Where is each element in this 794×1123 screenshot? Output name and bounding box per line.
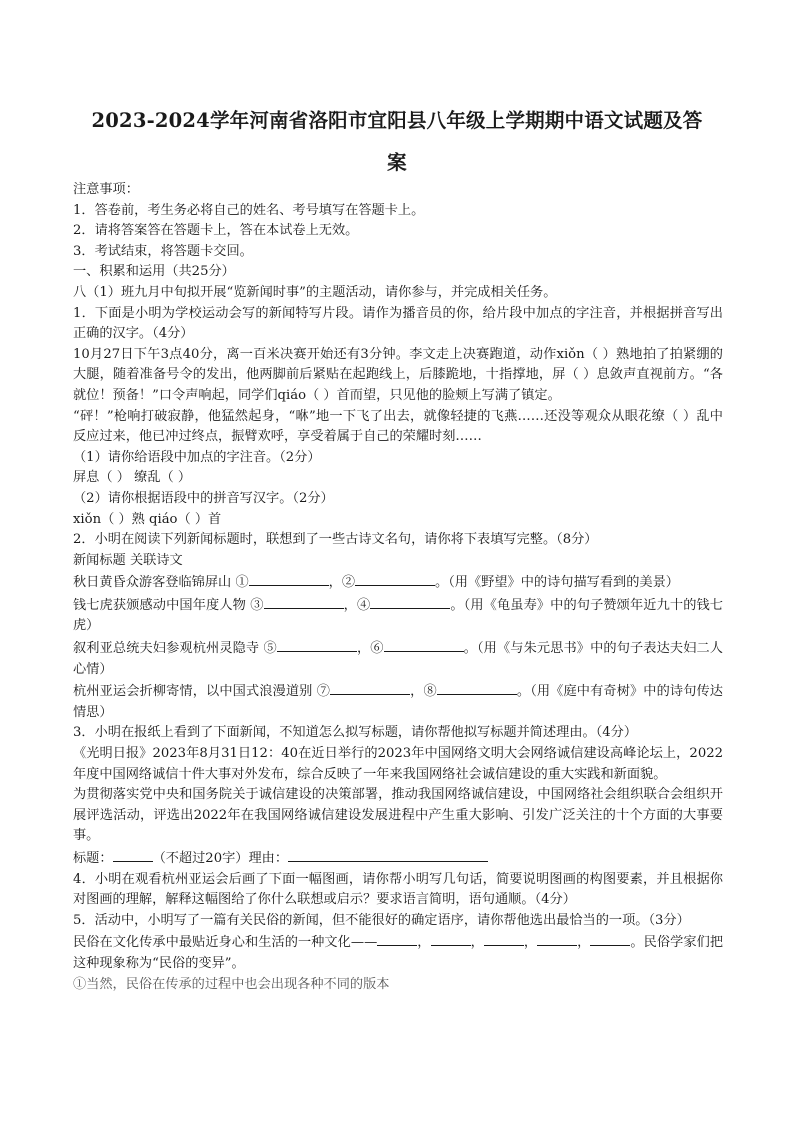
answer-blank[interactable] — [384, 637, 464, 652]
notice-item-3: 3．考试结束，将答题卡交回。 — [73, 243, 253, 259]
q2-row-2-mid: ，④ — [343, 597, 371, 613]
q3-title-label: 标题： — [73, 851, 113, 866]
q2-row-2-news: 钱七虎获颁感动中国年度人物 ③ — [73, 597, 264, 613]
reason-answer-blank[interactable] — [288, 847, 488, 862]
q3-reason-label: （不超过20字）理由： — [152, 851, 289, 866]
notice-heading: 注意事项： — [73, 182, 139, 197]
q5-text-suffix: 。民俗学家们把这种现象称为“民俗的变异”。 — [73, 935, 724, 971]
answer-blank[interactable] — [264, 594, 344, 609]
q2-row-3 — [73, 637, 723, 680]
q2-row-1-mid: ，② — [328, 575, 356, 591]
document-body — [73, 180, 723, 995]
title-answer-blank[interactable] — [113, 847, 153, 862]
q1-sub-2: （2）请你根据语段中的拼音写汉字。（2分） — [73, 490, 334, 506]
answer-blank[interactable] — [590, 931, 630, 946]
q3-answer-line — [73, 847, 723, 870]
answer-blank[interactable] — [355, 571, 435, 586]
notice-item-2: 2．请将答案答在答题卡上，答在本试卷上无效。 — [73, 223, 359, 239]
q2-row-2-tail: 。（用《龟虽寿》中的句子赞颂年近九十的钱七虎） — [73, 597, 723, 634]
answer-blank[interactable] — [537, 931, 577, 946]
q2-row-4-mid: ，⑧ — [410, 684, 437, 700]
q1-sub-2-answer: xiǒn（ ）熟 qiáo（ ）首 — [73, 511, 222, 527]
q2-row-1 — [73, 571, 723, 594]
q2-row-3-news: 叙利亚总统夫妇参观杭州灵隐寺 ⑤ — [73, 641, 277, 657]
answer-blank[interactable] — [330, 680, 410, 695]
q4-stem: 4．小明在观看杭州亚运会后画了下面一幅图画，请你帮小明写几句话，简要说明图画的构图要素，并且根据你对图画的理解，解释这幅图给了你什么联想或启示？要求语言简明，语句通顺。（4分） — [73, 871, 723, 908]
document-title — [60, 100, 734, 184]
q3-news-1: 《光明日报》2023年8月31日12：40在近日举行的2023年中国网络文明大会网络诚信建设高峰论坛上，2022年度中国网络诚信十件大事对外发布，综合反映了一年来我国网络社会诚信建设的重大实践和新面貌。 — [73, 746, 723, 782]
q1-sub-1: （1）请你给语段中加点的字注音。（2分） — [73, 449, 321, 465]
q2-row-3-tail: 。（用《与朱元思书》中的句子表达夫妇二人心情） — [73, 641, 723, 677]
q5-stem: 5．活动中，小明写了一篇有关民俗的新闻，但不能很好的确定语序，请你帮他选出最恰当的一项。（3分） — [73, 912, 690, 928]
q5-text-prefix: 民俗在文化传承中最贴近身心和生活的一种文化—— — [73, 935, 378, 951]
section-1-heading: 一、积累和运用（共25分） — [73, 264, 235, 280]
q2-row-2 — [73, 594, 723, 637]
q2-stem: 2．小明在阅读下列新闻标题时，联想到了一些古诗文名句，请你将下表填写完整。（8分） — [73, 532, 598, 548]
answer-blank[interactable] — [370, 594, 450, 609]
answer-blank[interactable] — [249, 571, 329, 586]
answer-blank[interactable] — [277, 637, 357, 652]
q2-row-1-tail: 。（用《野望》中的诗句描写看到的美景） — [435, 575, 679, 591]
q1-stem: 1．下面是小明为学校运动会写的新闻特写片段。请作为播音员的你，给片段中加点的字注音，并根据拼音写出正确的汉字。（4分） — [73, 305, 723, 342]
answer-blank[interactable] — [437, 680, 517, 695]
q2-table-header: 新闻标题 关联诗文 — [73, 552, 183, 568]
notice-item-1: 1．答卷前，考生务必将自己的姓名、考号填写在答题卡上。 — [73, 202, 425, 218]
title-line-1: 2023-2024学年河南省洛阳市宜阳县八年级上学期期中语文试题及答 — [91, 109, 703, 132]
q3-stem: 3．小明在报纸上看到了下面新闻，不知道怎么拟写标题，请你帮他拟写标题并简述理由。（4分） — [73, 725, 638, 741]
q2-row-3-mid: ，⑥ — [356, 641, 384, 657]
q2-row-1-news: 秋日黄昏众游客登临锦屏山 ① — [73, 575, 249, 591]
title-line-2: 案 — [387, 151, 407, 174]
q1-passage-1: 10月27日下午3点40分，离一百米决赛开始还有3分钟。李文走上决赛跑道，动作xiǒn（ ）熟地拍了拍紧绷的大腿，随着准备号令的发出，他两脚前后紧贴在起跑线上，后膝跪地，十指撑地，屏（ ）息敛声直视前方。“各就位！预备！”口令声响起，同学们qiáo（ ）首而望，只见他的脸颊上写满了镇定。 — [73, 346, 723, 403]
q2-row-4-news: 杭州亚运会折柳寄情，以中国式浪漫道别 ⑦ — [73, 684, 331, 700]
q2-row-4 — [73, 680, 723, 723]
answer-blank[interactable] — [431, 931, 471, 946]
q1-passage-2: “砰！”枪响打破寂静，他猛然起身，“咻”地一下飞了出去，就像轻捷的飞燕……还没等观众从眼花缭（ ）乱中反应过来，他已冲过终点，振臂欢呼，享受着属于自己的荣耀时刻…… — [73, 408, 723, 445]
section-1-intro: 八（1）班九月中旬拟开展“览新闻时事”的主题活动，请你参与，并完成相关任务。 — [73, 284, 557, 300]
q5-option-1: ①当然，民俗在传承的过程中也会出现各种不同的版本 — [73, 976, 390, 992]
q1-sub-1-answer: 屏息（ ） 缭乱（ ） — [73, 470, 192, 486]
q5-text: 民俗在文化传承中最贴近身心和生活的一种文化—— ， ， ， ， 。民俗学家们把这种现象称为“民俗的变异”。 — [73, 931, 723, 974]
q2-row-4-tail: 。（用《庭中有奇树》中的诗句传达情思） — [73, 684, 723, 720]
q3-news-2: 为贯彻落实党中央和国务院关于诚信建设的决策部署，推动我国网络诚信建设，中国网络社会组织联合会组织开展评选活动，评选出2022年在我国网络诚信建设发展进程中产生重大影响、引发广泛关注的十个方面的大事要事。 — [73, 787, 723, 844]
answer-blank[interactable] — [377, 931, 417, 946]
answer-blank[interactable] — [484, 931, 524, 946]
